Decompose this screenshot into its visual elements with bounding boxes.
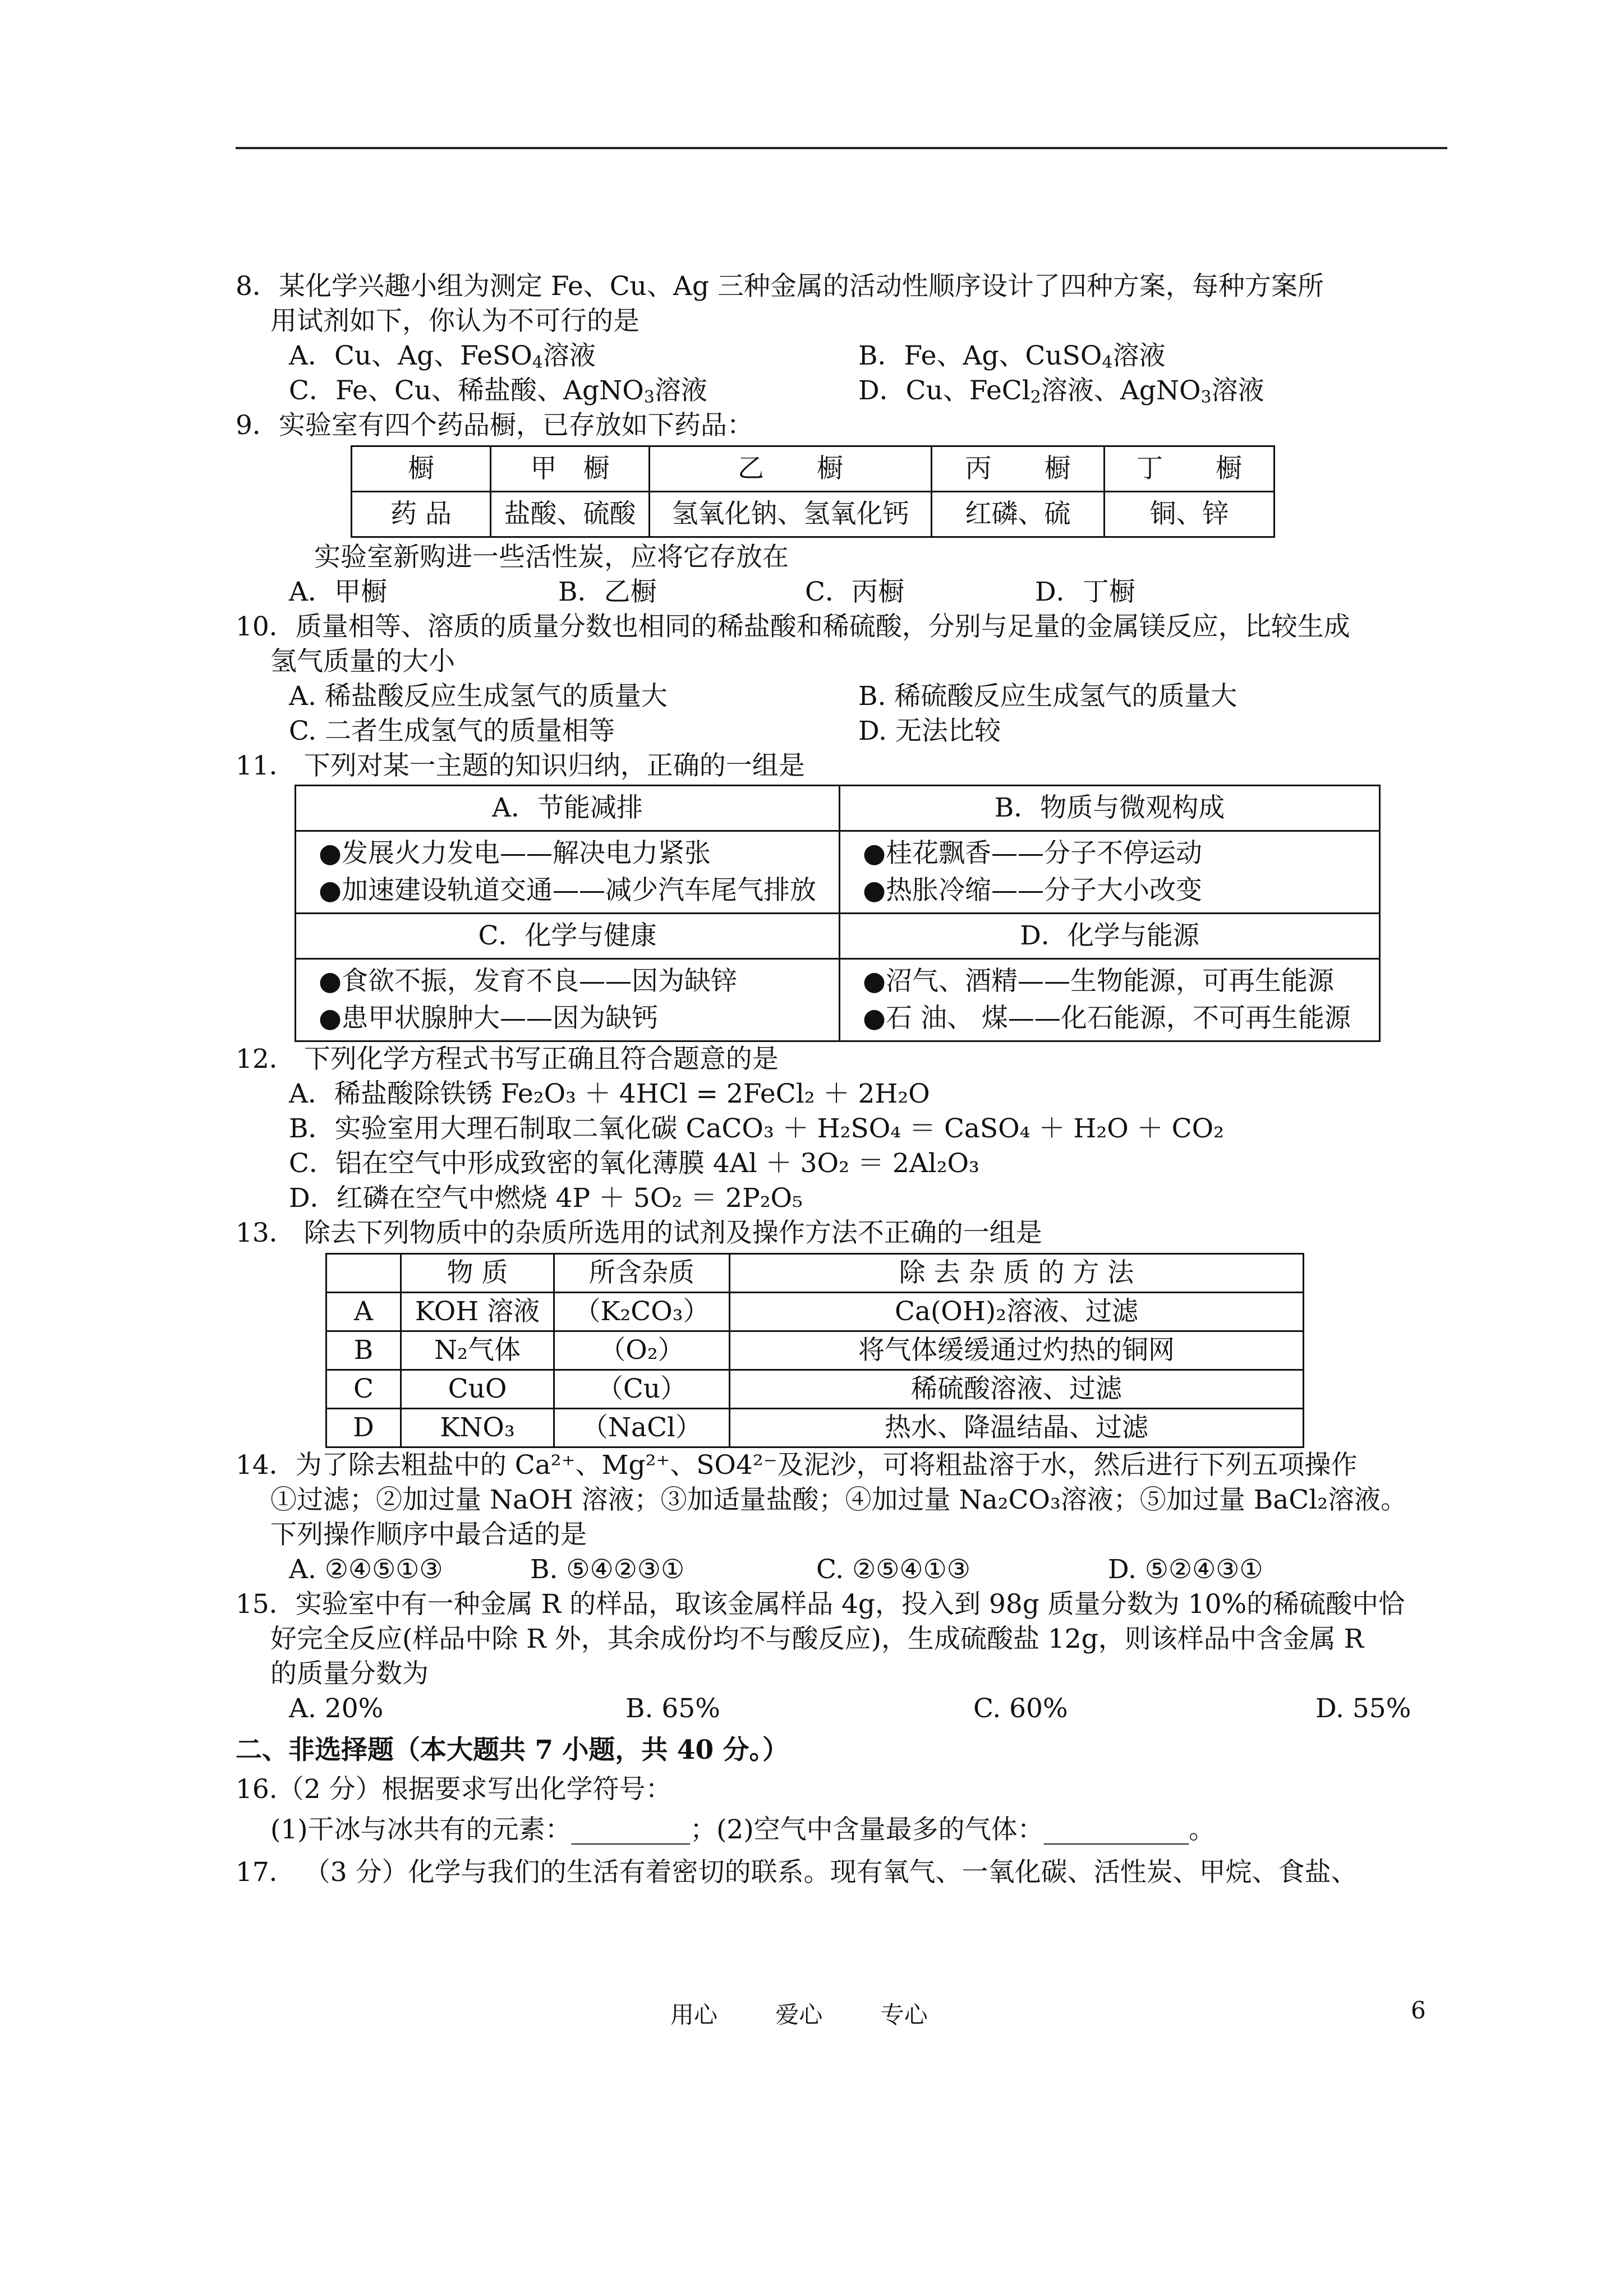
section-2-heading: 二、非选择题（本大题共 7 小题，共 40 分。） xyxy=(236,1735,789,1765)
footer-motto-3: 专心 xyxy=(880,2001,928,2028)
q8-option-b: B．Fe、Ag、CuSO$_4$溶液 xyxy=(858,340,1166,372)
q10-option-d: D. 无法比较 xyxy=(858,716,1001,746)
q8-stem-2: 用试剂如下，你认为不可行的是 xyxy=(270,306,640,336)
q11-a-items xyxy=(296,831,840,914)
q9-stem: 9．实验室有四个药品橱，已存放如下药品： xyxy=(236,410,753,441)
q11-a-item: ●发展火力发电——解决电力紧张 xyxy=(319,838,711,869)
q13-cell: CuO xyxy=(401,1370,554,1409)
q8-stem-1: 8．某化学兴趣小组为测定 Fe、Cu、Ag 三种金属的活动性顺序设计了四种方案，每种方案所 xyxy=(236,271,1324,302)
q14-line-3: 下列操作顺序中最合适的是 xyxy=(270,1519,587,1550)
q16-stem: 16.（2 分）根据要求写出化学符号： xyxy=(236,1774,672,1805)
question-9 xyxy=(236,408,1453,610)
q13-cell: N₂气体 xyxy=(401,1331,554,1370)
q13-cell: 稀硫酸溶液、过滤 xyxy=(730,1370,1304,1409)
q9-option-d: D．丁橱 xyxy=(1035,577,1135,607)
q10-option-b: B. 稀硫酸反应生成氢气的质量大 xyxy=(858,681,1237,712)
q10-stem-2: 氢气质量的大小 xyxy=(270,646,455,677)
page-number: 6 xyxy=(1411,1997,1426,2024)
q15-option-b: B. 65% xyxy=(625,1693,720,1724)
q9-table-header-row xyxy=(352,446,1275,492)
q13-cell: KNO₃ xyxy=(401,1409,554,1447)
q13-cell: D xyxy=(326,1409,401,1447)
q14-option-a: A. ②④⑤①③ xyxy=(289,1554,443,1585)
table-row xyxy=(326,1409,1304,1447)
q9-header-cell: 丁 橱 xyxy=(1105,446,1275,492)
q11-a-item: ●加速建设轨道交通——减少汽车尾气排放 xyxy=(319,875,817,906)
q9-header-cell: 乙 橱 xyxy=(650,446,932,492)
q13-cell: （O₂） xyxy=(554,1331,730,1370)
q9-header-cell: 丙 橱 xyxy=(932,446,1105,492)
footer-motto-2: 爱心 xyxy=(775,2001,823,2028)
q11-d-title: D．化学与能源 xyxy=(840,914,1380,959)
q9-cell: 药 品 xyxy=(352,492,491,537)
q11-b-items xyxy=(840,831,1380,914)
q11-d-item: ●石 油、 煤——化石能源，不可再生能源 xyxy=(863,1003,1351,1034)
question-13 xyxy=(236,1216,1453,1448)
q8-options-row-1 xyxy=(236,339,1453,374)
q13-cell: 将气体缓缓通过灼热的铜网 xyxy=(730,1331,1304,1370)
q15-line-2: 好完全反应(样品中除 R 外，其余成份均不与酸反应)，生成硫酸盐 12g，则该样品中含金属 R xyxy=(270,1624,1364,1654)
q14-option-c: C. ②⑤④①③ xyxy=(816,1554,970,1585)
q8-option-d: D．Cu、FeCl$_2$溶液、AgNO$_3$溶液 xyxy=(858,375,1264,407)
q13-cell: C xyxy=(326,1370,401,1409)
q13-header-row xyxy=(326,1254,1304,1293)
q14-line-1: 14．为了除去粗盐中的 Ca²⁺、Mg²⁺、SO4²⁻及泥沙，可将粗盐溶于水，然后进行下列五项操作 xyxy=(236,1450,1358,1481)
q9-option-a: A．甲橱 xyxy=(289,577,387,607)
q13-header-cell: 物 质 xyxy=(401,1254,554,1293)
q9-cell: 盐酸、硫酸 xyxy=(491,492,650,537)
q10-options-row-2 xyxy=(236,714,1453,749)
q15-line-1: 15．实验室中有一种金属 R 的样品，取该金属样品 4g，投入到 98g 质量分数为 10%的稀硫酸中恰 xyxy=(236,1589,1405,1620)
q12-option-b: B．实验室用大理石制取二氧化碳 CaCO₃ ＋ H₂SO₄ ＝ CaSO₄ ＋ H₂O ＋ CO₂ xyxy=(289,1113,1224,1144)
q10-options-row-1 xyxy=(236,679,1453,714)
question-17 xyxy=(236,1855,1453,1890)
q16-line: (1)干冰与冰共有的元素：_________；(2)空气中含量最多的气体：___________。 xyxy=(270,1814,1216,1845)
q14-options xyxy=(236,1552,1453,1587)
exam-content xyxy=(236,269,1453,1890)
table-row xyxy=(326,1331,1304,1370)
q13-cell: （K₂CO₃） xyxy=(554,1293,730,1331)
q17-line: 17． （3 分）化学与我们的生活有着密切的联系。现有氧气、一氧化碳、活性炭、甲烷、食盐、 xyxy=(236,1857,1358,1888)
header-rule xyxy=(236,147,1447,149)
q10-option-a: A. 稀盐酸反应生成氢气的质量大 xyxy=(289,681,668,712)
q15-options xyxy=(236,1691,1453,1726)
question-11 xyxy=(236,749,1453,1042)
q9-option-b: B．乙橱 xyxy=(558,577,657,607)
q9-header-cell: 甲 橱 xyxy=(491,446,650,492)
q9-cell: 铜、锌 xyxy=(1105,492,1275,537)
q13-cell: KOH 溶液 xyxy=(401,1293,554,1331)
q12-stem: 12． 下列化学方程式书写正确且符合题意的是 xyxy=(236,1044,779,1075)
q9-header-cell: 橱 xyxy=(352,446,491,492)
q12-option-c: C．铝在空气中形成致密的氧化薄膜 4Al ＋ 3O₂ ＝ 2Al₂O₃ xyxy=(289,1148,979,1179)
footer-motto xyxy=(670,1997,978,2030)
q8-option-c: C．Fe、Cu、稀盐酸、AgNO$_3$溶液 xyxy=(289,375,707,407)
q13-header-cell: 除 去 杂 质 的 方 法 xyxy=(730,1254,1304,1293)
q9-options xyxy=(236,575,1453,610)
q11-stem: 11． 下列对某一主题的知识归纳，正确的一组是 xyxy=(236,750,805,781)
q11-c-items xyxy=(296,959,840,1041)
q13-cell: （Cu） xyxy=(554,1370,730,1409)
q11-knowledge-table xyxy=(295,785,1381,1042)
q15-option-d: D. 55% xyxy=(1315,1693,1411,1724)
question-16 xyxy=(236,1772,1453,1847)
q15-option-c: C. 60% xyxy=(973,1693,1068,1724)
footer-motto-1: 用心 xyxy=(670,2001,718,2028)
q11-c-title: C．化学与健康 xyxy=(296,914,840,959)
table-row xyxy=(326,1370,1304,1409)
question-8 xyxy=(236,269,1453,408)
question-15 xyxy=(236,1587,1453,1726)
q14-line-2: ①过滤；②加过量 NaOH 溶液；③加适量盐酸；④加过量 Na₂CO₃溶液；⑤加过量 BaCl₂溶液。 xyxy=(270,1484,1407,1515)
q13-stem: 13． 除去下列物质中的杂质所选用的试剂及操作方法不正确的一组是 xyxy=(236,1218,1042,1248)
question-12 xyxy=(236,1042,1453,1216)
q9-table-row xyxy=(352,492,1275,537)
question-14 xyxy=(236,1448,1453,1587)
q13-cell: （NaCl） xyxy=(554,1409,730,1447)
q9-cell: 氢氧化钠、氢氧化钙 xyxy=(650,492,932,537)
q11-b-title: B．物质与微观构成 xyxy=(840,786,1380,831)
q15-line-3: 的质量分数为 xyxy=(270,1658,429,1689)
q13-cell: 热水、降温结晶、过滤 xyxy=(730,1409,1304,1447)
q13-cell: B xyxy=(326,1331,401,1370)
q13-impurity-table xyxy=(325,1253,1304,1448)
q11-b-item: ●桂花飘香——分子不停运动 xyxy=(863,838,1203,869)
q11-a-title: A．节能减排 xyxy=(296,786,840,831)
q12-option-d: D．红磷在空气中燃烧 4P ＋ 5O₂ ＝ 2P₂O₅ xyxy=(289,1183,803,1214)
q11-c-item: ●患甲状腺肿大——因为缺钙 xyxy=(319,1003,659,1034)
q13-cell: A xyxy=(326,1293,401,1331)
q9-option-c: C．丙橱 xyxy=(805,577,904,607)
question-10 xyxy=(236,610,1453,749)
q15-option-a: A. 20% xyxy=(289,1693,384,1724)
q12-option-a: A．稀盐酸除铁锈 Fe₂O₃ ＋ 4HCl = 2FeCl₂ ＋ 2H₂O xyxy=(289,1078,930,1109)
q9-after-text: 实验室新购进一些活性炭，应将它存放在 xyxy=(314,542,789,573)
q9-cell: 红磷、硫 xyxy=(932,492,1105,537)
q13-cell: Ca(OH)₂溶液、过滤 xyxy=(730,1293,1304,1331)
q13-header-cell xyxy=(326,1254,401,1293)
q11-c-item: ●食欲不振，发育不良——因为缺锌 xyxy=(319,966,738,997)
q10-stem-1: 10．质量相等、溶质的质量分数也相同的稀盐酸和稀硫酸，分别与足量的金属镁反应，比较生成 xyxy=(236,611,1350,642)
q13-header-cell: 所含杂质 xyxy=(554,1254,730,1293)
table-row xyxy=(326,1293,1304,1331)
q8-option-a: A．Cu、Ag、FeSO$_4$溶液 xyxy=(289,340,596,372)
q11-d-item: ●沼气、酒精——生物能源，可再生能源 xyxy=(863,966,1335,997)
q10-option-c: C. 二者生成氢气的质量相等 xyxy=(289,716,615,746)
q8-options-row-2 xyxy=(236,374,1453,408)
q14-option-d: D. ⑤②④③① xyxy=(1108,1554,1263,1585)
q11-d-items xyxy=(840,959,1380,1041)
q14-option-b: B. ⑤④②③① xyxy=(530,1554,685,1585)
q9-cabinet-table xyxy=(351,445,1275,538)
q11-b-item: ●热胀冷缩——分子大小改变 xyxy=(863,875,1203,906)
